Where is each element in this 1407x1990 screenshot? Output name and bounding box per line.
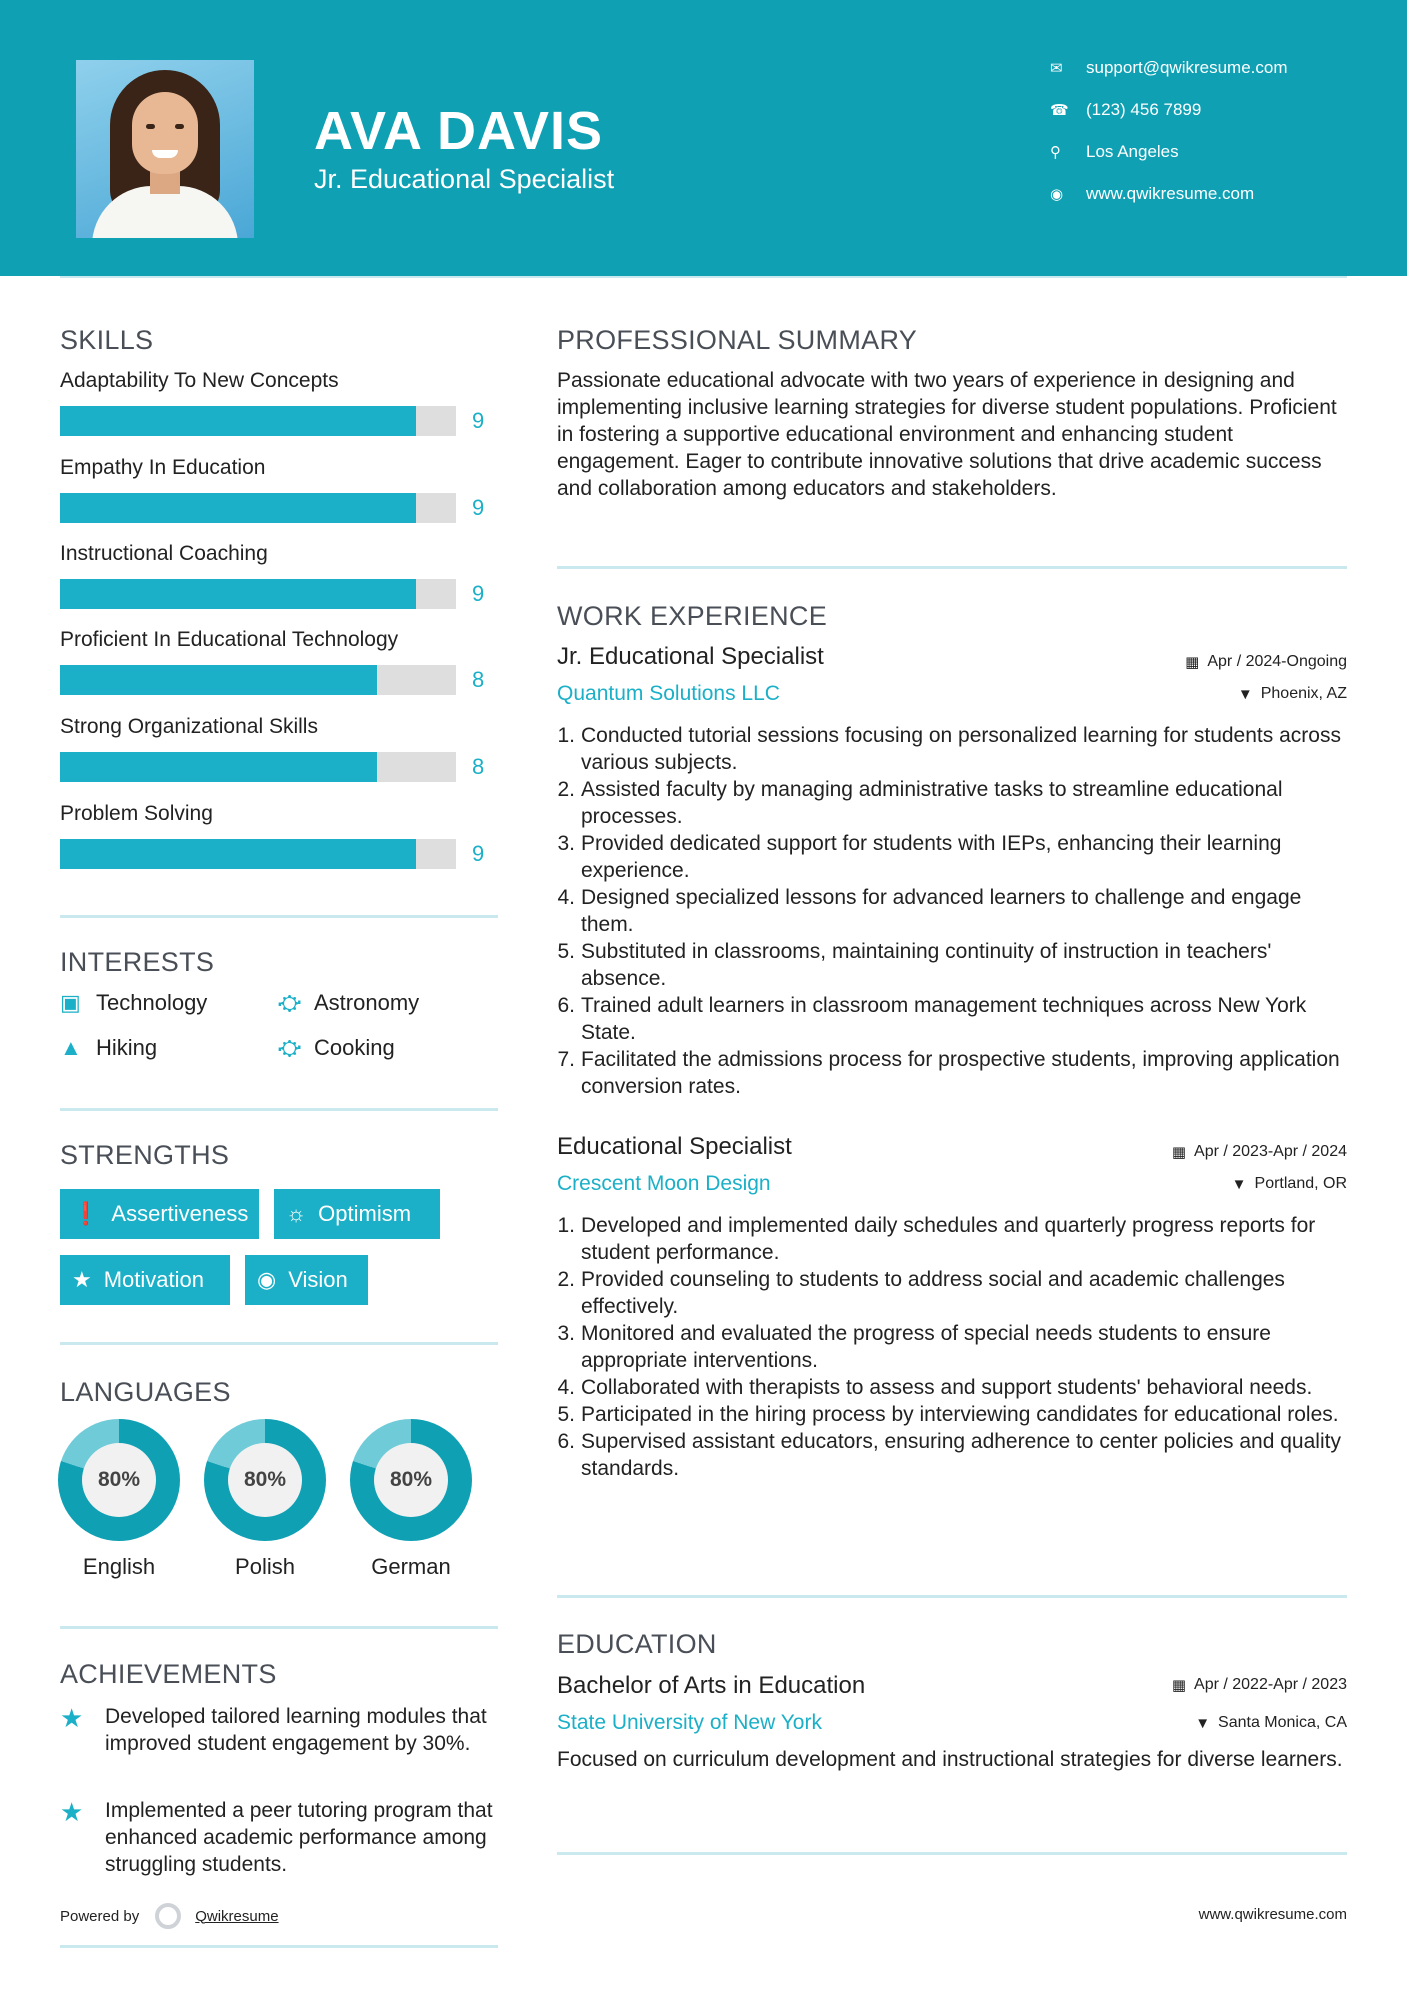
job-company: Crescent Moon Design [557,1172,771,1195]
strength-badge: ◉ Vision [245,1255,368,1305]
interest-item: ▲ Hiking [60,1035,158,1060]
section-divider [557,566,1347,569]
section-divider [60,1342,498,1345]
profile-photo [76,60,254,238]
skill-score: 9 [472,495,485,520]
list-item: 4. Designed specialized lessons for advanced learners to challenge and engage them. [557,886,1302,936]
skill-bar [60,665,456,695]
language-percent: 80% [82,1443,156,1517]
strength-badge: ☼ Optimism [274,1189,440,1239]
list-item: 5. Substituted in classrooms, maintaining continuity of instruction in teachers' absence. [557,940,1272,990]
education-location: ▼ Santa Monica, CA [1195,1714,1347,1732]
section-divider [557,1852,1347,1855]
summary-text: Passionate educational advocate with two years of experience in designing and implementing inclusive learning strategies for diverse student populations. Proficient in fostering a supportive educational environment and enhancing student engagement. Eager to contribute innovative solutions that drive academic success and collaboration among educators and stakeholders. [557,369,1337,500]
section-divider [557,1595,1347,1598]
languages-title: LANGUAGES [60,1377,231,1407]
education-title: EDUCATION [557,1629,717,1659]
experience-title: WORK EXPERIENCE [557,601,828,631]
shooting-star-icon: ★ [60,1703,84,1733]
contact-email[interactable]: ✉ support@qwikresume.com [1050,58,1288,77]
language-ring [58,1419,180,1541]
skill-label: Adaptability To New Concepts [60,369,339,392]
utensils-icon: ⛮ [278,990,302,1015]
job-dates: ▦ Apr / 2023-Apr / 2024 [1171,1143,1347,1161]
pin-icon: ▼ [1231,1175,1247,1193]
strengths-title: STRENGTHS [60,1140,230,1170]
skills-title: SKILLS [60,325,154,355]
skill-score: 9 [472,841,485,866]
phone-icon: ☎ [1050,102,1069,119]
skill-bar [60,406,456,436]
calendar-icon: ▦ [1185,654,1200,671]
job-bullets [557,722,1347,1100]
strength-badge: ★ Motivation [60,1255,230,1305]
skill-score: 9 [472,408,485,433]
section-divider [60,1108,498,1111]
envelope-icon: ✉ [1050,60,1063,77]
strength-badge: ❗ Assertiveness [60,1189,259,1239]
resume-header [0,0,1407,276]
language-name: English [82,1554,156,1579]
list-item: 5. Participated in the hiring process by interviewing candidates for educational roles. [557,1403,1339,1426]
skill-label: Strong Organizational Skills [60,715,318,738]
contact-website[interactable]: ◉ www.qwikresume.com [1050,184,1255,203]
skill-bar [60,752,456,782]
candidate-title: Jr. Educational Specialist [314,164,615,194]
footer-url[interactable]: www.qwikresume.com [1198,1906,1347,1923]
calendar-icon: ▦ [1171,1144,1187,1161]
list-item: 3. Monitored and evaluated the progress of special needs students to ensure appropriate interventions. [557,1322,1271,1372]
language-ring [350,1419,472,1541]
calendar-icon: ▦ [1171,1677,1187,1694]
list-item: 4. Collaborated with therapists to assess and support students' behavioral needs. [557,1376,1313,1399]
list-item: 1. Conducted tutorial sessions focusing on personalized learning for students across various subjects. [557,724,1341,774]
skill-label: Problem Solving [60,802,213,825]
globe-icon: ◉ [1050,186,1064,203]
shooting-star-icon: ★ [60,1797,84,1827]
contact-location: ⚲ Los Angeles [1050,142,1179,161]
binoculars-icon: ◉ [257,1267,277,1292]
exclamation-circle-icon: ❗ [72,1201,100,1226]
achievement-item: ★ Developed tailored learning modules that improved student engagement by 30%. [60,1703,487,1755]
skill-label: Instructional Coaching [60,542,268,565]
powered-by: Powered by Qwikresume [60,1903,279,1929]
skill-bar [60,579,456,609]
laptop-icon: ▣ [60,990,81,1015]
achievement-item: ★ Implemented a peer tutoring program that enhanced academic performance among struggling students. [60,1797,493,1876]
language-name: Polish [235,1554,295,1579]
education-description: Focused on curriculum development and instructional strategies for diverse learners. [557,1748,1343,1771]
job-location: ▼ Phoenix, AZ [1237,685,1347,703]
skill-score: 8 [472,667,485,692]
list-item: 2. Assisted faculty by managing administrative tasks to streamline educational processes. [557,778,1283,828]
skill-bar [60,493,456,523]
job-company: Quantum Solutions LLC [557,682,780,705]
education-school: State University of New York [557,1711,822,1734]
job-location: ▼ Portland, OR [1231,1175,1347,1193]
interest-item: ⛮ Astronomy [278,990,420,1015]
interest-item: ▣ Technology [60,990,208,1015]
map-marker-icon: ⚲ [1050,144,1061,161]
header-divider [60,276,1347,278]
list-item: 3. Provided dedicated support for students with IEPs, enhancing their learning experience. [557,832,1282,882]
tree-icon: ▲ [60,1035,82,1060]
section-divider [60,1626,498,1629]
language-name: German [371,1554,451,1579]
skill-label: Empathy In Education [60,456,266,479]
skill-bar [60,839,456,869]
contact-phone[interactable]: ☎ (123) 456 7899 [1050,100,1202,119]
list-item: 7. Facilitated the admissions process for prospective students, improving application conversion rates. [557,1048,1340,1098]
candidate-name: AVA DAVIS [314,101,604,161]
language-ring [204,1419,326,1541]
list-item: 6. Supervised assistant educators, ensuring adherence to center policies and quality standards. [557,1430,1341,1480]
skill-score: 9 [472,581,485,606]
section-divider [60,1945,498,1948]
qwikresume-logo-icon [155,1903,181,1929]
skill-label: Proficient In Educational Technology [60,628,399,651]
list-item: 1. Developed and implemented daily schedules and quarterly progress reports for student performance. [557,1214,1316,1264]
brand-link[interactable]: Qwikresume [195,1907,279,1925]
job-role: Educational Specialist [557,1133,792,1160]
job-role: Jr. Educational Specialist [557,643,824,670]
list-item: 6. Trained adult learners in classroom management techniques across New York State. [557,994,1307,1044]
summary-title: PROFESSIONAL SUMMARY [557,325,918,355]
interest-item: ⛮ Cooking [278,1035,395,1060]
list-item: 2. Provided counseling to students to address social and academic challenges effectively. [557,1268,1285,1318]
skill-score: 8 [472,754,485,779]
pin-icon: ▼ [1237,685,1253,703]
education-degree: Bachelor of Arts in Education [557,1672,866,1699]
utensils-icon: ⛮ [278,1035,302,1060]
language-percent: 80% [228,1443,302,1517]
section-divider [60,915,498,918]
sun-icon: ☼ [286,1201,307,1226]
job-bullets [557,1212,1347,1482]
achievements-title: ACHIEVEMENTS [60,1659,277,1689]
language-percent: 80% [374,1443,448,1517]
interests-title: INTERESTS [60,947,215,977]
pin-icon: ▼ [1195,1714,1211,1732]
star-icon: ★ [72,1267,92,1292]
job-dates: ▦ Apr / 2024-Ongoing [1185,653,1347,671]
education-dates: ▦ Apr / 2022-Apr / 2023 [1171,1676,1347,1694]
